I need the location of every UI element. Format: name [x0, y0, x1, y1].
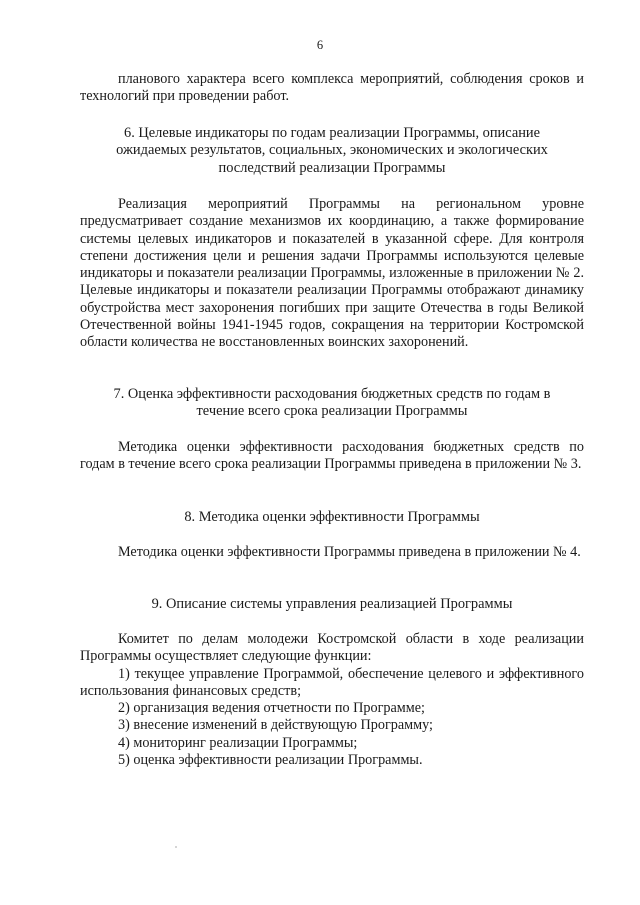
- list-item: 5) оценка эффективности реализации Программы.: [118, 752, 423, 769]
- section-9-paragraph: Комитет по делам молодежи Костромской области в ходе реализации Программы осуществляет следующие функции:: [80, 631, 584, 665]
- section-7-body: [80, 439, 584, 474]
- list-item: 2) организация ведения отчетности по Программе;: [118, 700, 425, 717]
- section-8: [80, 509, 584, 526]
- section-9-heading: [80, 596, 584, 613]
- section-7-heading-line: течение всего срока реализации Программы: [196, 403, 468, 420]
- section-8-heading: [80, 509, 584, 526]
- list-item: 4) мониторинг реализации Программы;: [118, 734, 358, 751]
- section-8-paragraph: Методика оценки эффективности Программы приведена в приложении № 4.: [118, 544, 581, 560]
- section-7-paragraph: Методика оценки эффективности расходования бюджетных средств по годам в течение всего срока реализации Программы приведена в приложении № 3.: [80, 439, 584, 473]
- section-6-heading-line: ожидаемых результатов, социальных, экономических и экологических: [116, 142, 548, 159]
- section-7: [80, 386, 584, 421]
- section-6-paragraph: Реализация мероприятий Программы на региональном уровне предусматривает создание механизмов их координацию, а также формирование системы целевых индикаторов и показателей в указанной сфере. Для контроля степени достижения цели и решения задачи Программы используются целевые индикаторы и показатели реализации Программы, изложенные в приложении № 2. Целевые индикаторы и показатели реализации Программы отображают динамику обустройства мест захоронения погибших при защите Отечества в годы Великой Отечественной войны 1941-1945 годов, сокращения на территории Костромской области количества не восстановленных воинских захоронений.: [80, 196, 584, 351]
- section-7-heading: [80, 386, 584, 421]
- page-number: 6: [316, 38, 324, 52]
- section-6-heading-line: 6. Целевые индикаторы по годам реализации Программы, описание: [124, 125, 540, 141]
- section-8-heading-line: 8. Методика оценки эффективности Программы: [184, 509, 480, 525]
- scan-speck: [175, 846, 177, 848]
- section-9-body: [80, 631, 584, 769]
- section-8-body: [80, 544, 584, 561]
- section-6-heading-line: последствий реализации Программы: [218, 159, 446, 176]
- list-item: 1) текущее управление Программой, обеспечение целевого и эффективного использования финансовых средств;: [80, 665, 584, 699]
- section-9-heading-line: 9. Описание системы управления реализацией Программы: [151, 596, 513, 612]
- section-7-heading-line: 7. Оценка эффективности расходования бюджетных средств по годам в: [113, 386, 551, 402]
- section-9: [80, 596, 584, 613]
- section-6: [80, 125, 584, 177]
- intro-block: [80, 71, 584, 106]
- intro-paragraph: планового характера всего комплекса мероприятий, соблюдения сроков и технологий при проведении работ.: [80, 71, 584, 105]
- section-6-body: [80, 196, 584, 352]
- section-6-heading: [80, 125, 584, 177]
- list-item: 3) внесение изменений в действующую Программу;: [118, 717, 433, 734]
